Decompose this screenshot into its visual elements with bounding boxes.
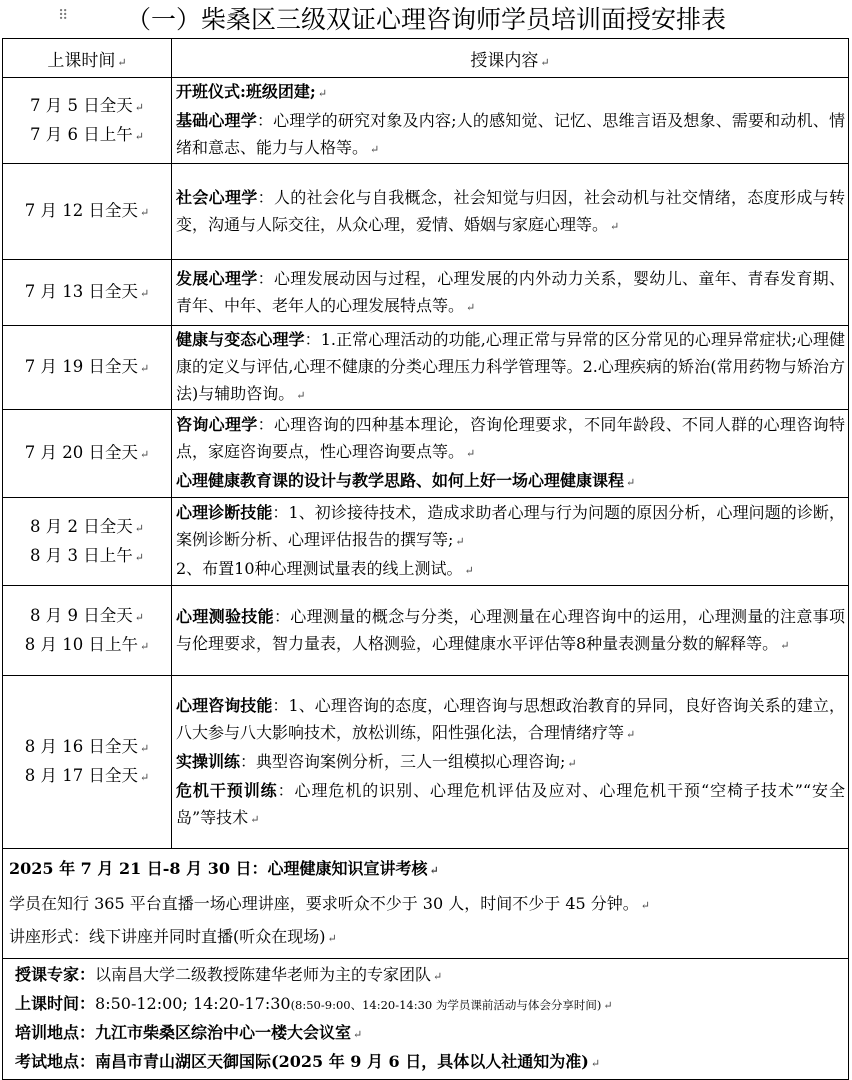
content-paragraph: 危机干预训练：心理危机的识别、心理危机评估及应对、心理危机干预“空椅子技术”“安全岛”等技术 ↵ [176,780,845,827]
info-place: 培训地点：九江市柴桑区综治中心一楼大会议室 ↵ [15,1023,363,1042]
table-header-row [3,39,849,78]
schedule-row [3,410,849,498]
schedule-row [3,676,849,849]
schedule-date: 7 月 5 日全天 ↵ [30,95,144,115]
exam-heading: 2025 年 7 月 21 日-8 月 30 日：心理健康知识宣讲考核 ↵ [9,859,439,878]
schedule-date-cell [3,586,172,676]
schedule-date: 7 月 6 日上午 ↵ [30,124,144,144]
schedule-date: 7 月 20 日全天 ↵ [24,443,150,462]
header-content: 授课内容 ↵ [172,39,849,78]
content-paragraph: 2、布置10种心理测试量表的线上测试。 ↵ [176,559,474,578]
schedule-date-cell [3,410,172,498]
info-section [3,959,849,1080]
schedule-content-cell [172,586,849,676]
schedule-row [3,498,849,586]
schedule-date: 7 月 13 日全天 ↵ [24,282,150,301]
content-paragraph: 基础心理学：心理学的研究对象及内容;人的感知觉、记忆、思维言语及想象、需要和动机、情绪和意志、能力与人格等。 ↵ [176,111,845,157]
content-paragraph: 心理测验技能：心理测量的概念与分类，心理测量在心理咨询中的运用，心理测量的注意事项与伦理要求，智力量表，人格测验，心理健康水平评估等8种量表测量分数的解释等。 ↵ [176,606,845,653]
schedule-date: 8 月 2 日全天 ↵ [30,516,144,536]
schedule-date: 8 月 16 日全天 ↵ [24,737,150,756]
schedule-row [3,260,849,326]
schedule-row [3,164,849,260]
content-paragraph: 健康与变态心理学：1.正常心理活动的功能,心理正常与异常的区分常见的心理异常症状;心理健康的定义与评估,心理不健康的分类心理压力科学管理等。2.心理疾病的矫治(常用药物与矫治方法)与辅助咨询。 ↵ [176,330,845,403]
content-paragraph: 咨询心理学：心理咨询的四种基本理论，咨询伦理要求，不同年龄段、不同人群的心理咨询特点，家庭咨询要点，性心理咨询要点等。 ↵ [176,415,845,461]
schedule-content-cell [172,410,849,498]
schedule-content-cell [172,326,849,410]
page-title: （一）柴桑区三级双证心理咨询师学员培训面授安排表 [125,5,726,34]
schedule-date: 8 月 17 日全天 ↵ [24,766,150,785]
content-paragraph: 心理健康教育课的设计与教学思路、如何上好一场心理健康课程 ↵ [176,471,636,490]
schedule-date-cell [3,326,172,410]
schedule-date: 7 月 12 日全天 ↵ [24,201,150,220]
schedule-content-cell [172,260,849,326]
schedule-table [2,38,849,1080]
exam-line-1: 学员在知行 365 平台直播一场心理讲座，要求听众不少于 30 人，时间不少于 45 分钟。 ↵ [9,894,650,913]
schedule-content-cell [172,498,849,586]
info-expert: 授课专家：以南昌大学二级教授陈建华老师为主的专家团队 ↵ [15,965,443,984]
content-paragraph: 实操训练：典型咨询案例分析，三人一组模拟心理咨询; ↵ [176,751,577,771]
schedule-date-cell [3,676,172,849]
schedule-date: 8 月 3 日上午 ↵ [30,545,144,565]
content-paragraph: 心理咨询技能：1、心理咨询的态度，心理咨询与思想政治教育的异同，良好咨询关系的建立，八大参与八大影响技术，放松训练，阳性强化法，合理情绪疗等 ↵ [176,695,845,742]
header-time: 上课时间 ↵ [3,39,172,78]
schedule-row [3,586,849,676]
schedule-date-cell [3,260,172,326]
schedule-row [3,78,849,164]
schedule-content-cell [172,164,849,260]
schedule-date-cell [3,498,172,586]
content-paragraph: 开班仪式:班级团建; ↵ [176,82,328,101]
schedule-date: 8 月 9 日全天 ↵ [30,605,144,625]
schedule-content-cell [172,78,849,164]
content-paragraph: 心理诊断技能：1、初诊接待技术，造成求助者心理与行为问题的原因分析，心理问题的诊断，案例诊断分析、心理评估报告的撰写等; ↵ [176,503,845,549]
exam-section [3,849,849,959]
info-time: 上课时间：8:50-12:00; 14:20-17:30(8:50-9:00、14:20-14:30 为学员课前活动与体会分享时间) ↵ [15,994,613,1013]
move-handle-icon[interactable]: ⠿ [58,8,67,24]
content-paragraph: 发展心理学：心理发展动因与过程，心理发展的内外动力关系，婴幼儿、童年、青春发育期、青年、中年、老年人的心理发展特点等。 ↵ [176,268,845,315]
schedule-date-cell [3,164,172,260]
exam-line-2: 讲座形式：线下讲座并同时直播(听众在现场) ↵ [9,927,337,946]
schedule-date: 8 月 10 日上午 ↵ [24,634,150,654]
schedule-date: 7 月 19 日全天 ↵ [24,357,150,376]
schedule-content-cell [172,676,849,849]
schedule-row [3,326,849,410]
content-paragraph: 社会心理学：人的社会化与自我概念，社会知觉与归因，社会动机与社交情绪，态度形成与转变，沟通与人际交往，从众心理，爱情、婚姻与家庭心理等。 ↵ [176,187,845,234]
schedule-date-cell [3,78,172,164]
info-exam: 考试地点：南昌市青山湖区天御国际(2025 年 9 月 6 日，具体以人社通知为准) ↵ [15,1052,601,1071]
